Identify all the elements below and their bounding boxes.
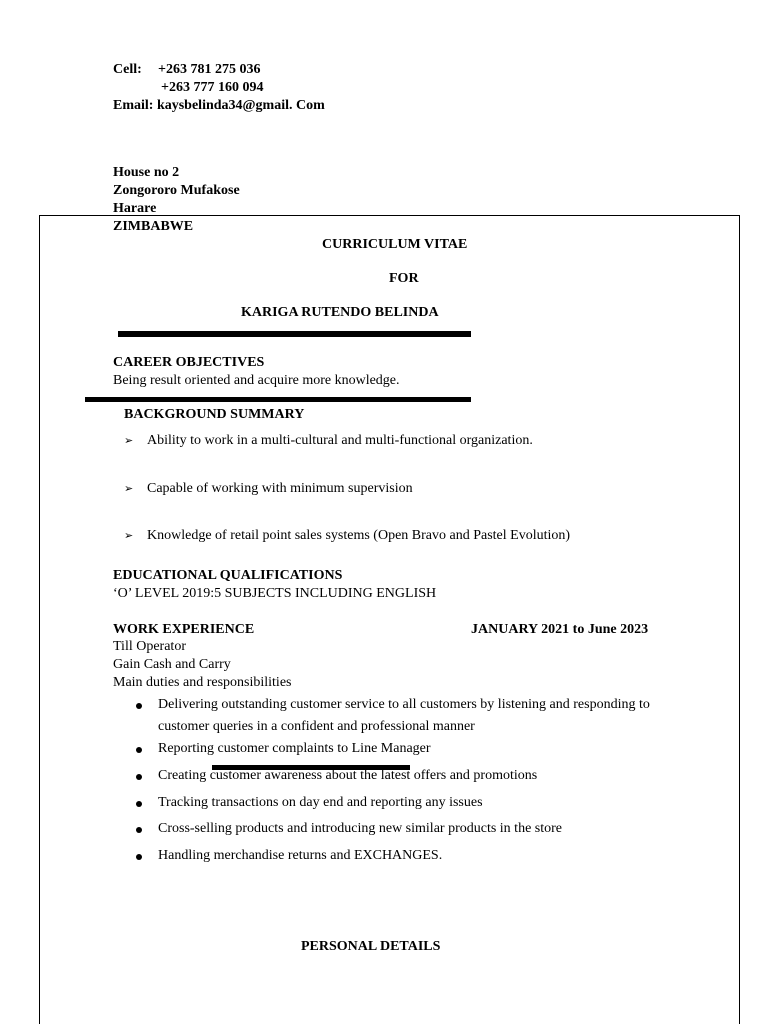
bullet-icon [136,747,142,753]
cell-number-2: +263 777 160 094 [161,80,264,95]
work-period: JANUARY 2021 to June 2023 [471,622,649,637]
background-item: Ability to work in a multi-cultural and multi-functional organization. [147,433,533,448]
duty-item: Tracking transactions on day end and reporting any issues [158,795,483,810]
career-objectives-heading: CAREER OBJECTIVES [113,355,265,370]
candidate-name: KARIGA RUTENDO BELINDA [241,305,439,320]
duty-item: Creating customer awareness about the latest offers and promotions [158,768,538,783]
address-line-3: Harare [113,201,157,216]
cell-label: Cell: [113,62,142,77]
career-objectives-text: Being result oriented and acquire more knowledge. [113,373,400,388]
work-role: Till Operator [113,639,186,654]
address-line-2: Zongororo Mufakose [113,183,240,198]
address-line-4: ZIMBABWE [113,219,194,234]
cell-number-1: +263 781 275 036 [158,62,261,77]
duty-item: Reporting customer complaints to Line Manager [158,741,431,756]
address-line-1: House no 2 [113,165,180,180]
arrow-bullet-icon: ➢ [124,435,134,447]
bullet-icon [136,801,142,807]
duty-item-continued: customer queries in a confident and professional manner [158,719,475,734]
cv-title-for: FOR [389,271,419,286]
background-summary-heading: BACKGROUND SUMMARY [124,407,305,422]
duty-item: Delivering outstanding customer service to all customers by listening and responding to [158,697,650,712]
arrow-bullet-icon: ➢ [124,530,134,542]
cv-title: CURRICULUM VITAE [322,237,468,252]
education-text: ‘O’ LEVEL 2019:5 SUBJECTS INCLUDING ENGLISH [113,586,437,601]
title-divider [118,331,471,337]
duty-item: Cross-selling products and introducing new similar products in the store [158,821,562,836]
bullet-icon [136,703,142,709]
personal-details-heading: PERSONAL DETAILS [301,939,441,954]
bullet-icon [136,774,142,780]
duty-item: Handling merchandise returns and EXCHANGES. [158,848,443,863]
bullet-icon [136,854,142,860]
background-item: Capable of working with minimum supervision [147,481,413,496]
duties-heading: Main duties and responsibilities [113,675,292,690]
email-line: Email: kaysbelinda34@gmail. Com [113,98,325,113]
arrow-bullet-icon: ➢ [124,483,134,495]
background-item: Knowledge of retail point sales systems (Open Bravo and Pastel Evolution) [147,528,571,543]
work-employer: Gain Cash and Carry [113,657,231,672]
career-divider [85,397,471,402]
bullet-icon [136,827,142,833]
education-heading: EDUCATIONAL QUALIFICATIONS [113,568,343,583]
work-experience-heading: WORK EXPERIENCE [113,622,255,637]
